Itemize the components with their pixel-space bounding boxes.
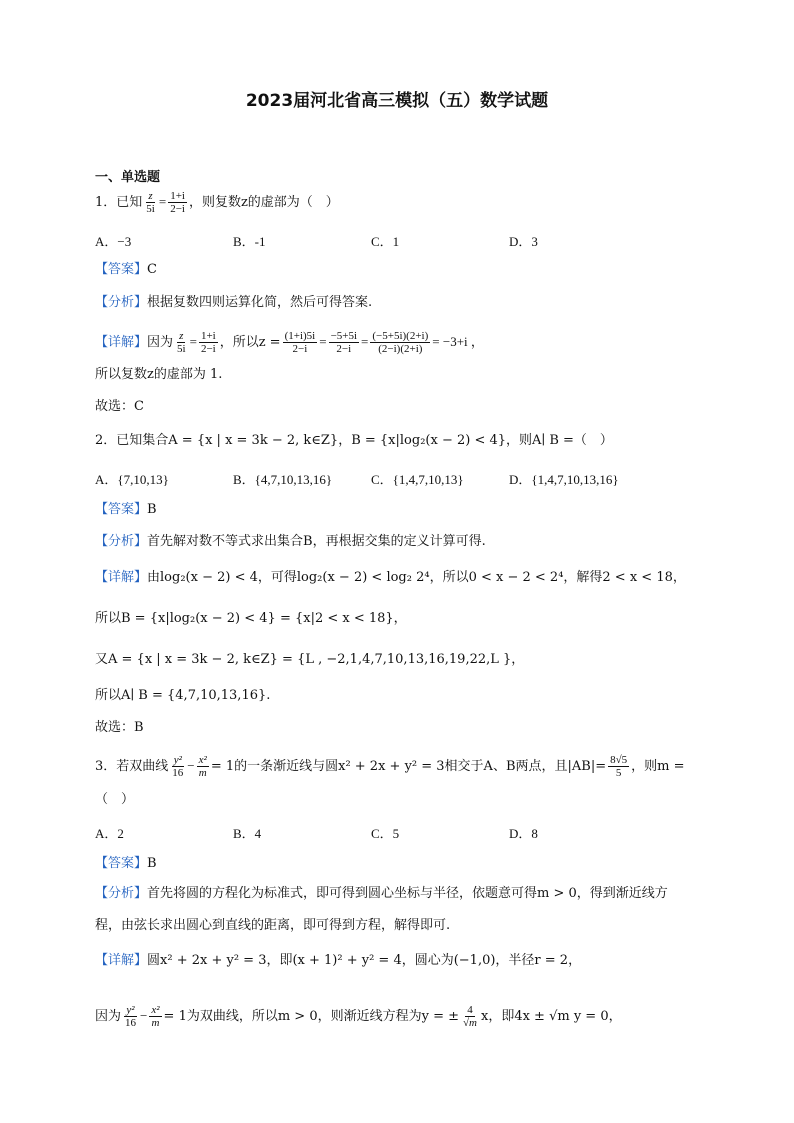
q2-option-c: C．{1,4,7,10,13}: [371, 472, 464, 487]
q3-line2: 因为 $\frac{\text{y²}}{16}$ − $\frac{\text{x²}}{m}$ = 1为双曲线，所以m > 0，则渐近线方程为y = ± $\frac{4}{√m}$ x，即4x ± √m y = 0，: [95, 1004, 622, 1029]
q1-stem-suffix: ，则复数z的虚部为（ ）: [188, 195, 339, 210]
q1-answer: 【答案】C: [95, 262, 157, 277]
q2-line3: 又A = {x | x = 3k − 2, k∈Z} = {L , −2,1,4,7,10,13,16,19,22,L }，: [95, 652, 525, 667]
q2-detail: 【详解】由log₂(x − 2) < 4，可得log₂(x − 2) < log₂ 2⁴，所以0 < x − 2 < 2⁴，解得2 < x < 18，: [95, 570, 686, 585]
q3-option-d: D．8: [509, 826, 538, 841]
q2-option-a: A．{7,10,13}: [95, 472, 169, 487]
q2-line4: 所以A∣ B = {4,7,10,13,16}.: [95, 688, 271, 703]
q1-option-d: D．3: [509, 234, 538, 249]
q2-option-d: D．{1,4,7,10,13,16}: [509, 472, 619, 487]
q1-detail: 【详解】因为 $\frac{z}{5i}$ = $\frac{1+i}{2-i}$ ，所以z = $\frac{(1+i)5i}{2-i}$ = $\frac{-5+5i}{2-i}$ = $\frac{(-5+5i)(2+i)}{(2-i)(2+i)}$ = −3+i ，: [95, 330, 484, 355]
q3-analysis-line2: 程，由弦长求出圆心到直线的距离，即可得到方程，解得即可.: [95, 918, 451, 933]
q3-analysis: 【分析】首先将圆的方程化为标准式，即可得到圆心坐标与半径，依题意可得m > 0，得到渐近线方: [95, 886, 668, 901]
q3-stem: 3．若双曲线 $\frac{\text{y²}}{16}$ − $\frac{\text{x²}}{m}$ = 1的一条渐近线与圆x² + 2x + y² = 3相交于A、B两点，且|AB|= $\frac{8√5}{5}$ ，则m =: [95, 754, 685, 779]
q1-option-b: B．-1: [233, 234, 266, 249]
q2-line2: 所以B = {x|log₂(x − 2) < 4} = {x|2 < x < 18}，: [95, 611, 407, 626]
q1-option-c: C．1: [371, 234, 400, 249]
q3-detail: 【详解】圆x² + 2x + y² = 3，即(x + 1)² + y² = 4，圆心为(−1,0)，半径r = 2，: [95, 953, 582, 968]
q2-stem: 2．已知集合A = {x | x = 3k − 2, k∈Z}，B = {x|log₂(x − 2) < 4}，则A∣ B =（ ）: [95, 433, 613, 448]
q1-fraction-b: $\frac{1+i}{2-i}$: [170, 190, 185, 215]
q1-fraction-a: $\frac{z}{5i}$: [146, 190, 155, 215]
q3-stem-line2: （ ）: [95, 792, 135, 807]
q3-option-a: A．2: [95, 826, 124, 841]
q1-stem-prefix: 1．已知: [95, 195, 143, 210]
q1-conclusion: 所以复数z的虚部为 1.: [95, 367, 223, 382]
q2-choose: 故选：B: [95, 720, 144, 735]
q1-choose: 故选：C: [95, 399, 144, 414]
q3-option-b: B．4: [233, 826, 262, 841]
q1-stem: 1．已知 $\frac{z}{5i}$ = $\frac{1+i}{2-i}$ ，则复数z的虚部为（ ）: [95, 190, 339, 215]
q2-option-b: B．{4,7,10,13,16}: [233, 472, 333, 487]
q1-analysis: 【分析】根据复数四则运算化简，然后可得答案.: [95, 295, 373, 310]
q3-answer: 【答案】B: [95, 856, 157, 871]
section-heading: 一、单选题: [95, 170, 161, 185]
q2-analysis: 【分析】首先解对数不等式求出集合B，再根据交集的定义计算可得.: [95, 534, 486, 549]
q1-option-a: A．−3: [95, 234, 132, 249]
q2-answer: 【答案】B: [95, 502, 157, 517]
q3-option-c: C．5: [371, 826, 400, 841]
page-title: 2023届河北省高三模拟（五）数学试题: [245, 91, 549, 111]
